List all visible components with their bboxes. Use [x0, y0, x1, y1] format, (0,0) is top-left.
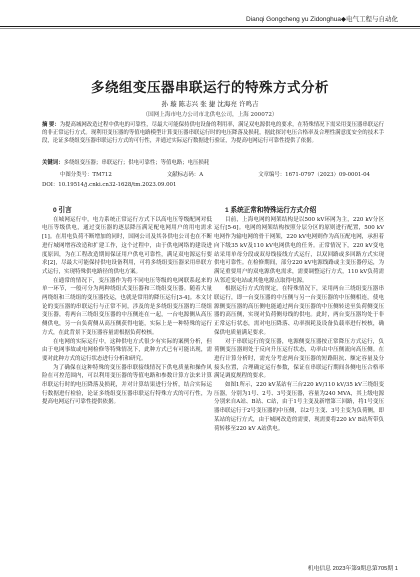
author-list: 孙 璇 陈志兴 张 捷 沈海亮 许鸣吉 [161, 100, 259, 108]
body-paragraph: 目前，上海电网的网架结构是以500 kV环网为主，220 kV分区运行[5-6]。电网的网架结构按照分层分区的原则进行配置，500 kV电网作为输电网的骨干网架，220 kV电网则作为高压配电网，承担着向下级35 kV及110 kV电网供电的任务。正常情况下，220 kV变电站采用单母分段或双母线接线方式运行，以双回路或多回路方式实现供电可靠性。在检修期间，部分220 kV电源线路或主变压器停运，为满足重要用户的双电源供电需求，需要调整运行方式，110 kV负荷需从邻近变电站或其他电源点取得电源。 [214, 216, 384, 284]
article-title: 多绕组变压器串联运行的特殊方式分析 [91, 80, 329, 95]
keywords-label: 关键词： [42, 160, 64, 166]
classification-row [60, 170, 370, 178]
body-paragraph: 在城网运行中，电力系统正常运行方式下以高电压等级配网对低电压等级供电，通过变压器的逐层降压满足配电网用户的用电需求[1]。在用电负荷不断增加的同时，国网公司及其各供电公司也在不断进行城网增容改造和扩建工作，这个过程中，由于供电网络的建设进度原因，为在工程改造期间保证用户供电可靠性，满足双电源运行要求[2]，尽最大可能保持供电设备利用，可将多绕组变压器采用串联方式运行，实现特殊供电路径的供电方案。 [42, 216, 212, 275]
journal-name: Dianqi Gongcheng yu Zidonghua◆电气工程与自动化 [245, 16, 398, 23]
body-paragraph: 为了确保在这种特殊的变压器串联接线情况下供电质量和操作风险在可控范围内，可以利用变压器的等值电路和参数计算方法来计算串联运行时的电压降落及损耗，并对计算结果进行分析，结合实际运行数据进行检验，论证多绕组变压器串联运行特殊方式的可行性，为提高电网运行可靠性提供依据。 [42, 364, 212, 406]
section-heading-intro: 0 引言 [53, 207, 72, 214]
right-column [214, 207, 384, 433]
section-heading-1: 1 系统正常和特殊运行方式介绍 [225, 207, 317, 214]
body-paragraph: 对于串联运行的变压器，电源侧变压器按正常降压方式运行，负荷侧变压器则处于反向升压运行状态，功率由中压侧流向高压侧。在进行计算分析时，需充分考虑两台变压器的短路阻抗、额定容量及分接头位置，合理确定运行参数，保证在串联运行期间各侧电压合格率满足调度规程的要求。 [214, 338, 384, 380]
body-paragraph: 根据运行方式的规定，在特殊情况下，采用两台三绕组变压器串联运行，即一台变压器的中压侧与另一台变压器的中压侧相连，使电源侧变压器的高压侧电能通过两台变压器的中压侧转送至负荷侧变压器的高压侧，实现对负荷侧母线的供电。此时，两台变压器均处于非正常运行状态，需对电压降落、功率损耗及设备负载率进行校核，确保供电质量满足要求。 [214, 286, 384, 336]
abstract [42, 121, 384, 146]
keywords-text: 多绕组变压器；串联运行；供电可靠性；等值电路；电压损耗 [63, 160, 210, 166]
page-footer: 机电信息 2023年第9期总第705期 1 [307, 566, 398, 572]
article-number: 文章编号：1671-0797（2023）09-0001-04 [258, 172, 370, 178]
header-rule-thin [0, 28, 420, 29]
body-paragraph: 在电网的实际运行中，这种供电方式很少有实际的案例分析，但由于电网事故或电网检修等特殊情况下，此种方式已有可能出现，需要对此种方式的运行状态进行分析和研究。 [42, 338, 212, 362]
header-rule [0, 26, 420, 27]
body-paragraph: 如图1所示，220 kV某站有三台220 kV/110 kV/35 kV三绕组变压器，分别为1号、2号、3号变压器，容量为240 MVA，其上级电源分别来自A站、B站、C站，由于1号主变及新增第三回路，将1号变压器串联运行于2号变压器的中压侧，以2号主变、3号主变为负荷侧，即某站的运行方式，由于城网改造的需要，现需要将220 kV B站所带负荷转移至220 kV A站供电。 [214, 382, 385, 432]
affiliation: （国网上海市电力公司市北供电公司，上海 200072） [142, 112, 278, 118]
left-column [42, 207, 212, 407]
clc-number: 中图分类号：TM712 [60, 172, 112, 178]
keywords [42, 159, 384, 167]
abstract-label: 摘 要： [42, 122, 60, 128]
abstract-text: 为提高城网改造过程中供电的可靠性，尽最大可能保持供电设备的利用率，满足双电源供电的要求，在特殊情况下需采用变压器串联运行的非正常运行方式。现利用变压器的等值电路模型计算变压器串联运行时的电压降落及损耗，据此探讨电压合格率及合理性满意度安全的技术手段，论证多绕组变压器串联运行方式的可行性，并通过实际运行数据进行验证，为提高电网运行可靠性提供了依据。 [42, 122, 384, 145]
body-paragraph: 在通常的情况下，变压器作为将不同电压等级的电网联系起来的单一环节，一般可分为两种绕组式变压器和三绕组变压器。随着大量两绕组和三绕组的变压器投运，也就是常用的降压运行[3-4]。本文讨论的变压器的串联运行与正常不同，涉及的是多绕组变压器的三绕组变压器，将两台三绕组变压器的中压侧连在一起，一台电源侧从高压侧供电，另一台负荷侧从高压侧获得电能，实际上是一种特殊的运行方式，在此背景下变压器容量需根据负荷校核。 [42, 277, 212, 336]
document-code: 文献标志码：A [166, 172, 204, 178]
running-header [0, 14, 420, 30]
doi: DOI：10.19514/j.cnki.cn32-1628/tm.2023.09.001 [42, 182, 177, 188]
